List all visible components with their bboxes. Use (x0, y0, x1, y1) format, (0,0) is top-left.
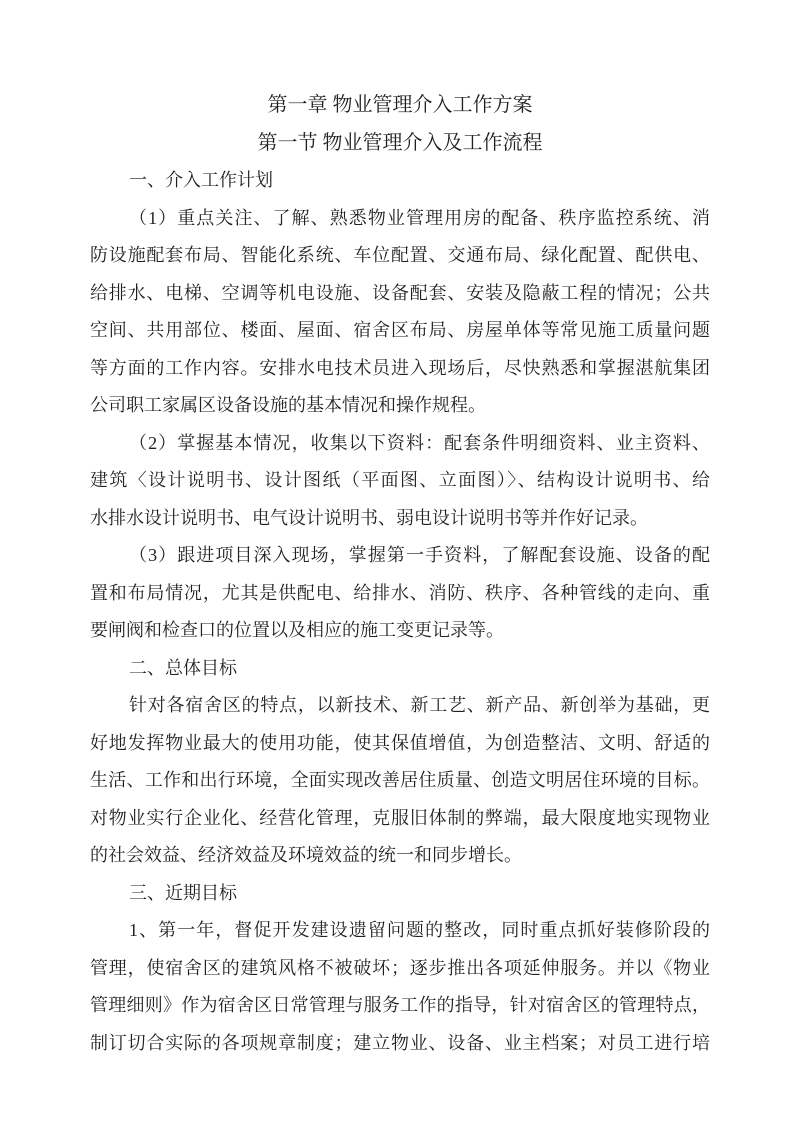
text-line: 水排水设计说明书、电气设计说明书、弱电设计说明书等并作好记录。 (90, 507, 648, 528)
text-line: 生活、工作和出行环境，全面实现改善居住质量、创造文明居住环境的目标。 (90, 770, 710, 790)
text-line: 公司职工家属区设备设施的基本情况和操作规程。 (90, 395, 486, 415)
text-line: 管理，使宿舍区的建筑风格不被破坏；逐步推出各项延伸服务。并以《物业 (90, 957, 710, 978)
section-title: 第一节 物业管理介入及工作流程 (257, 131, 543, 154)
text-line: 给排水、电梯、空调等机电设施、设备配套、安装及隐蔽工程的情况；公共 (90, 282, 710, 303)
text-line: 1、第一年，督促开发建设遗留问题的整改，同时重点抓好装修阶段的 (129, 920, 710, 940)
document-body (90, 162, 710, 1062)
text-line: 空间、共用部位、楼面、屋面、宿舍区布局、房屋单体等常见施工质量问题 (90, 320, 710, 340)
text-line: 好地发挥物业最大的使用功能，使其保值增值，为创造整洁、文明、舒适的 (90, 732, 710, 753)
paragraph (90, 912, 710, 1062)
text-line: 针对各宿舍区的特点，以新技术、新工艺、新产品、新创举为基础，更 (129, 695, 710, 715)
text-line: 等方面的工作内容。安排水电技术员进入现场后，尽快熟悉和掌握湛航集团 (90, 357, 710, 378)
text-line: 防设施配套布局、智能化系统、车位配置、交通布局、绿化配置、配供电、 (90, 245, 710, 265)
text-line: 的社会效益、经济效益及环境效益的统一和同步增长。 (90, 845, 522, 865)
section-heading (90, 650, 710, 688)
text-line: （2）掌握基本情况，收集以下资料：配套条件明细资料、业主资料、 (129, 432, 710, 453)
text-column (90, 87, 710, 1062)
text-line: 制订切合实际的各项规章制度；建立物业、设备、业主档案；对员工进行培 (90, 1032, 710, 1053)
paragraph (90, 200, 710, 425)
text-line: 建筑〈设计说明书、设计图纸（平面图、立面图）〉、结构设计说明书、给 (90, 470, 710, 490)
text-line: 要闸阀和检查口的位置以及相应的施工变更记录等。 (90, 620, 504, 640)
text-line: 二、总体目标 (129, 657, 237, 678)
text-line: 一、介入工作计划 (129, 170, 273, 190)
text-line: 置和布局情况，尤其是供配电、给排水、消防、秩序、各种管线的走向、重 (90, 582, 710, 603)
text-line: （3）跟进项目深入现场，掌握第一手资料，了解配套设施、设备的配 (129, 545, 710, 565)
paragraph (90, 537, 710, 650)
section-heading (90, 162, 710, 200)
chapter-title: 第一章 物业管理介入工作方案 (267, 94, 533, 116)
text-line: 管理细则》作为宿舍区日常管理与服务工作的指导，针对宿舍区的管理特点， (90, 995, 710, 1015)
text-line: 对物业实行企业化、经营化管理，克服旧体制的弊端，最大限度地实现物业 (90, 807, 710, 828)
text-line: （1）重点关注、了解、熟悉物业管理用房的配备、秩序监控系统、消 (129, 207, 710, 228)
paragraph (90, 425, 710, 538)
paragraph (90, 687, 710, 875)
text-line: 三、近期目标 (129, 882, 237, 903)
section-heading (90, 875, 710, 913)
